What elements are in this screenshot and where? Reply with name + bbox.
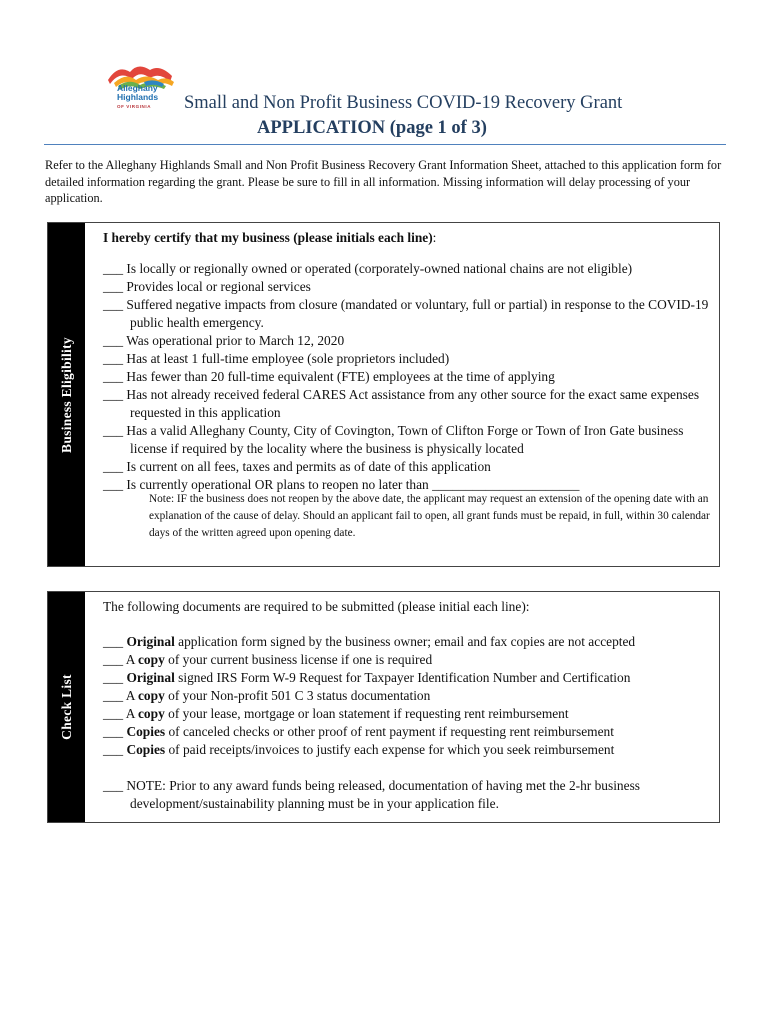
- checklist-list: [103, 633, 723, 759]
- checklist-item-text: signed IRS Form W-9 Request for Taxpayer Identification Number and Certification: [174, 670, 631, 685]
- checklist-item-prefix: ___ A: [103, 688, 138, 703]
- checklist-item-prefix: ___: [103, 724, 127, 739]
- checklist-item-text: of your lease, mortgage or loan statement if requesting rent reimbursement: [164, 706, 569, 721]
- checklist-item[interactable]: [103, 723, 723, 741]
- eligibility-item[interactable]: ___ Suffered negative impacts from closure (mandated or voluntary, full or partial) in response to the COVID-19 public health emergency.: [103, 297, 709, 330]
- checklist-item[interactable]: [103, 651, 723, 669]
- eligibility-heading: [103, 229, 436, 247]
- checklist-item-prefix: ___ A: [103, 652, 138, 667]
- checklist-item[interactable]: [103, 633, 723, 651]
- checklist-item-bold: Original: [126, 634, 175, 649]
- eligibility-heading-colon: :: [432, 230, 437, 245]
- checklist-item-text: of paid receipts/invoices to justify each expense for which you seek reimbursement: [165, 742, 615, 757]
- eligibility-item-reopen-date[interactable]: ___ Is currently operational OR plans to reopen no later than ______________________: [103, 477, 580, 492]
- eligibility-item[interactable]: ___ Has at least 1 full-time employee (sole proprietors included): [103, 351, 450, 366]
- intro-paragraph: Refer to the Alleghany Highlands Small and Non Profit Business Recovery Grant Information Sheet, attached to this application form for detailed information regarding the grant. Please be sure to fill in all information. Missing information will delay processing of your application.: [45, 158, 722, 205]
- checklist-item-text: application form signed by the business owner; email and fax copies are not accepted: [174, 634, 636, 649]
- logo-wordmark: [117, 84, 158, 111]
- eligibility-list: [103, 260, 723, 494]
- checklist-item-bold: Original: [126, 670, 175, 685]
- eligibility-side-label: Business Eligibility: [58, 336, 74, 453]
- checklist-item-prefix: ___ A: [103, 706, 138, 721]
- checklist-side-bar: [48, 592, 85, 822]
- checklist-item-bold: copy: [137, 706, 165, 721]
- checklist-heading: The following documents are required to be submitted (please initial each line):: [103, 599, 530, 614]
- checklist-section: [47, 591, 720, 823]
- eligibility-item[interactable]: ___ Is current on all fees, taxes and permits as of date of this application: [103, 459, 491, 474]
- eligibility-item[interactable]: ___ Was operational prior to March 12, 2020: [103, 333, 345, 348]
- checklist-item[interactable]: [103, 741, 723, 759]
- checklist-item-text: of canceled checks or other proof of rent payment if requesting rent reimbursement: [165, 724, 614, 739]
- checklist-item-prefix: ___: [103, 634, 127, 649]
- checklist-item-prefix: ___: [103, 670, 127, 685]
- eligibility-item[interactable]: ___ Has not already received federal CARES Act assistance from any other source for the exact same expenses requested in this application: [103, 387, 700, 420]
- checklist-side-label: Check List: [58, 674, 74, 740]
- checklist-item[interactable]: [103, 669, 723, 687]
- page-title: Small and Non Profit Business COVID-19 Recovery Grant: [184, 93, 623, 113]
- logo-line-3: OF VIRGINIA: [117, 104, 152, 109]
- checklist-item-bold: Copies: [126, 742, 166, 757]
- logo-line-2: Highlands: [117, 92, 159, 102]
- checklist-item-bold: copy: [137, 688, 165, 703]
- eligibility-item[interactable]: ___ Is locally or regionally owned or operated (corporately-owned national chains are not eligible): [103, 261, 633, 276]
- eligibility-item[interactable]: ___ Provides local or regional services: [103, 279, 311, 294]
- checklist-item-bold: copy: [137, 652, 165, 667]
- checklist-item-prefix: ___: [103, 742, 127, 757]
- checklist-item[interactable]: [103, 687, 723, 705]
- page-subtitle: APPLICATION (page 1 of 3): [257, 118, 487, 138]
- checklist-note[interactable]: ___ NOTE: Prior to any award funds being released, documentation of having met the 2-hr business development/sustainability planning must be in your application file.: [103, 778, 640, 811]
- checklist-note-block: [103, 777, 723, 813]
- eligibility-heading-text: I hereby certify that my business (please initials each line): [103, 230, 433, 245]
- eligibility-item[interactable]: ___ Has a valid Alleghany County, City of Covington, Town of Clifton Forge or Town of Iron Gate business license if required by the locality where the business is physically located: [103, 423, 684, 456]
- eligibility-side-bar: [48, 223, 85, 566]
- checklist-item[interactable]: [103, 705, 723, 723]
- header-divider: [44, 144, 726, 145]
- eligibility-note: Note: IF the business does not reopen by the above date, the applicant may request an extension of the opening date with an explanation of the cause of delay. Should an applicant fail to open, all grant funds must be repaid, in full, within 30 calendar days of the written agreed upon opening date.: [149, 493, 710, 539]
- checklist-item-text: of your Non-profit 501 C 3 status documentation: [164, 688, 431, 703]
- eligibility-item[interactable]: ___ Has fewer than 20 full-time equivalent (FTE) employees at the time of applying: [103, 369, 555, 384]
- checklist-item-text: of your current business license if one is required: [164, 652, 433, 667]
- logo-line-1: Alleghany: [117, 83, 158, 93]
- checklist-item-bold: Copies: [126, 724, 166, 739]
- eligibility-section: [47, 222, 720, 567]
